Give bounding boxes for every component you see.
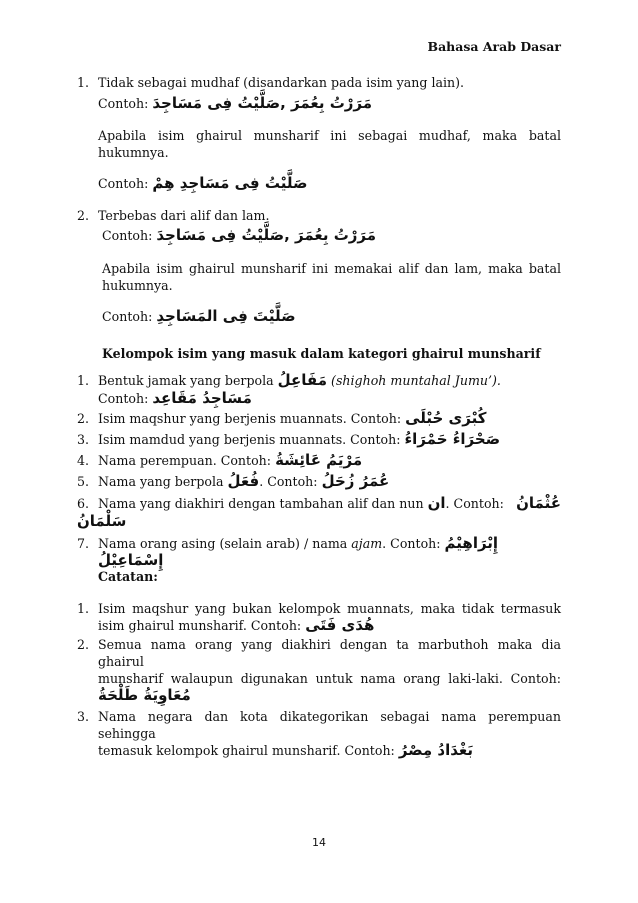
item-text: Nama perempuan. Contoh:: [98, 453, 272, 468]
arabic-example: صَلَّيْتُ فِى مَسَاجِدِ هِمْ: [152, 174, 308, 192]
contoh-label: Contoh:: [98, 391, 149, 406]
item-text: isim ghairul munsharif. Contoh:: [98, 618, 302, 633]
kelompok-item-2: [77, 410, 561, 427]
note-line: hukumnya.: [102, 278, 173, 293]
item-number: 4.: [77, 453, 90, 468]
kelompok-item-6: [77, 495, 561, 530]
item-text: . Contoh:: [382, 536, 441, 551]
item-text: Isim maqshur yang bukan kelompok muannats, maka tidak termasuk: [98, 601, 561, 616]
arabic-pattern: فُعَلُ: [227, 472, 260, 490]
note-line: hukumnya.: [98, 145, 169, 160]
item-number: 3.: [77, 709, 90, 724]
arabic-example: مَرَرْتُ بِعُمَرَ ,صَلَّيْتُ فِى مَسَاجِدَ: [156, 226, 377, 244]
catatan-heading: Catatan:: [98, 569, 158, 584]
kelompok-item-1: [77, 372, 561, 407]
item-text: Isim mamdud yang berjenis muannats. Contoh:: [98, 432, 401, 447]
page-number: 14: [312, 836, 326, 849]
arabic-pattern: مَفَاعِلُ: [277, 371, 328, 389]
item-text: Terbebas dari alif dan lam.: [98, 208, 270, 223]
arabic-example: مُعَاوِيَةُ طَلْحَةُ: [98, 686, 191, 704]
catatan-item-2: [77, 636, 561, 704]
arabic-example: مَرَرْتُ بِعُمَرَ ,صَلَّيْتُ فِى مَسَاجِدَ: [152, 94, 373, 112]
arabic-example: مَرْيَمُ عَائِشَةُ: [275, 451, 363, 469]
item-number: 3.: [77, 432, 90, 447]
item-text: Bentuk jamak yang berpola: [98, 373, 274, 388]
note-line: Apabila isim ghairul munsharif ini sebagai mudhaf, maka batal: [98, 128, 561, 143]
item-number: 1.: [77, 373, 90, 388]
kelompok-item-7: [77, 535, 561, 569]
arabic-example: سَلْمَانُ: [77, 512, 127, 530]
item-text: munsharif walaupun digunakan untuk nama orang laki-laki. Contoh:: [98, 671, 561, 686]
arabic-example: كُبْرَى حُبْلَى: [405, 409, 487, 427]
kelompok-item-5: [77, 473, 561, 490]
item-text: . Contoh:: [445, 496, 504, 511]
arabic-example: عُمَرُ زُحَلُ: [321, 472, 390, 490]
item-number: 2.: [77, 637, 90, 652]
item-text: Nama yang diakhiri dengan tambahan alif dan nun: [98, 496, 424, 511]
item-italic: ajam: [351, 536, 383, 551]
arabic-example: مَسَاجِدُ مَقَاعِد: [152, 389, 252, 407]
kelompok-item-4: [77, 452, 561, 469]
item-text: Nama orang asing (selain arab) / nama: [98, 536, 348, 551]
item-text: temasuk kelompok ghairul munsharif. Contoh:: [98, 743, 395, 758]
condition-item-2: [77, 207, 561, 362]
catatan-section: [77, 568, 561, 585]
item-number: 1.: [77, 601, 90, 616]
kelompok-item-3: [77, 431, 561, 448]
item-text: Isim maqshur yang berjenis muannats. Contoh:: [98, 411, 402, 426]
item-text: Nama negara dan kota dikategorikan sebagai nama perempuan sehingga: [98, 709, 561, 741]
item-text: Nama yang berpola: [98, 474, 224, 489]
item-number: 1.: [77, 75, 90, 90]
note-line: Apabila isim ghairul munsharif ini memakai alif dan lam, maka batal: [102, 261, 561, 276]
condition-item-1: [77, 74, 561, 192]
contoh-label: Contoh:: [98, 96, 149, 111]
kelompok-heading: Kelompok isim yang masuk dalam kategori ghairul munsharif: [102, 346, 541, 361]
running-header: Bahasa Arab Dasar: [427, 39, 561, 54]
kelompok-list: [77, 372, 561, 569]
catatan-list: [77, 600, 561, 759]
arabic-example: إِبْرَاهِيْمُ إِسْمَاعِيْلُ: [98, 534, 499, 569]
item-text: Semua nama orang yang diakhiri dengan ta marbuthoh maka dia ghairul: [98, 637, 561, 669]
catatan-item-1: [77, 600, 561, 634]
item-number: 7.: [77, 536, 90, 551]
arabic-example: صَحْرَاءُ حَمْرَاءُ: [404, 430, 501, 448]
arabic-example: عُثْمَانُ: [516, 494, 561, 512]
item-italic: (shighoh muntahal Jumu’).: [331, 373, 501, 388]
arabic-example: بَغْدَادُ مِصْرُ: [398, 741, 474, 759]
contoh-label: Contoh:: [102, 228, 153, 243]
arabic-suffix: ان: [427, 494, 446, 512]
contoh-label: Contoh:: [102, 309, 153, 324]
item-text: Tidak sebagai mudhaf (disandarkan pada isim yang lain).: [98, 75, 465, 90]
item-number: 5.: [77, 474, 90, 489]
item-number: 2.: [77, 411, 90, 426]
catatan-item-3: [77, 708, 561, 759]
contoh-label: Contoh:: [98, 176, 149, 191]
arabic-example: صَلَّيْتَ فِى المَسَاجِدِ: [156, 307, 296, 325]
item-text: . Contoh:: [259, 474, 318, 489]
item-number: 2.: [77, 208, 90, 223]
arabic-example: هُدَى فَتَى: [305, 616, 375, 634]
item-number: 6.: [77, 496, 90, 511]
